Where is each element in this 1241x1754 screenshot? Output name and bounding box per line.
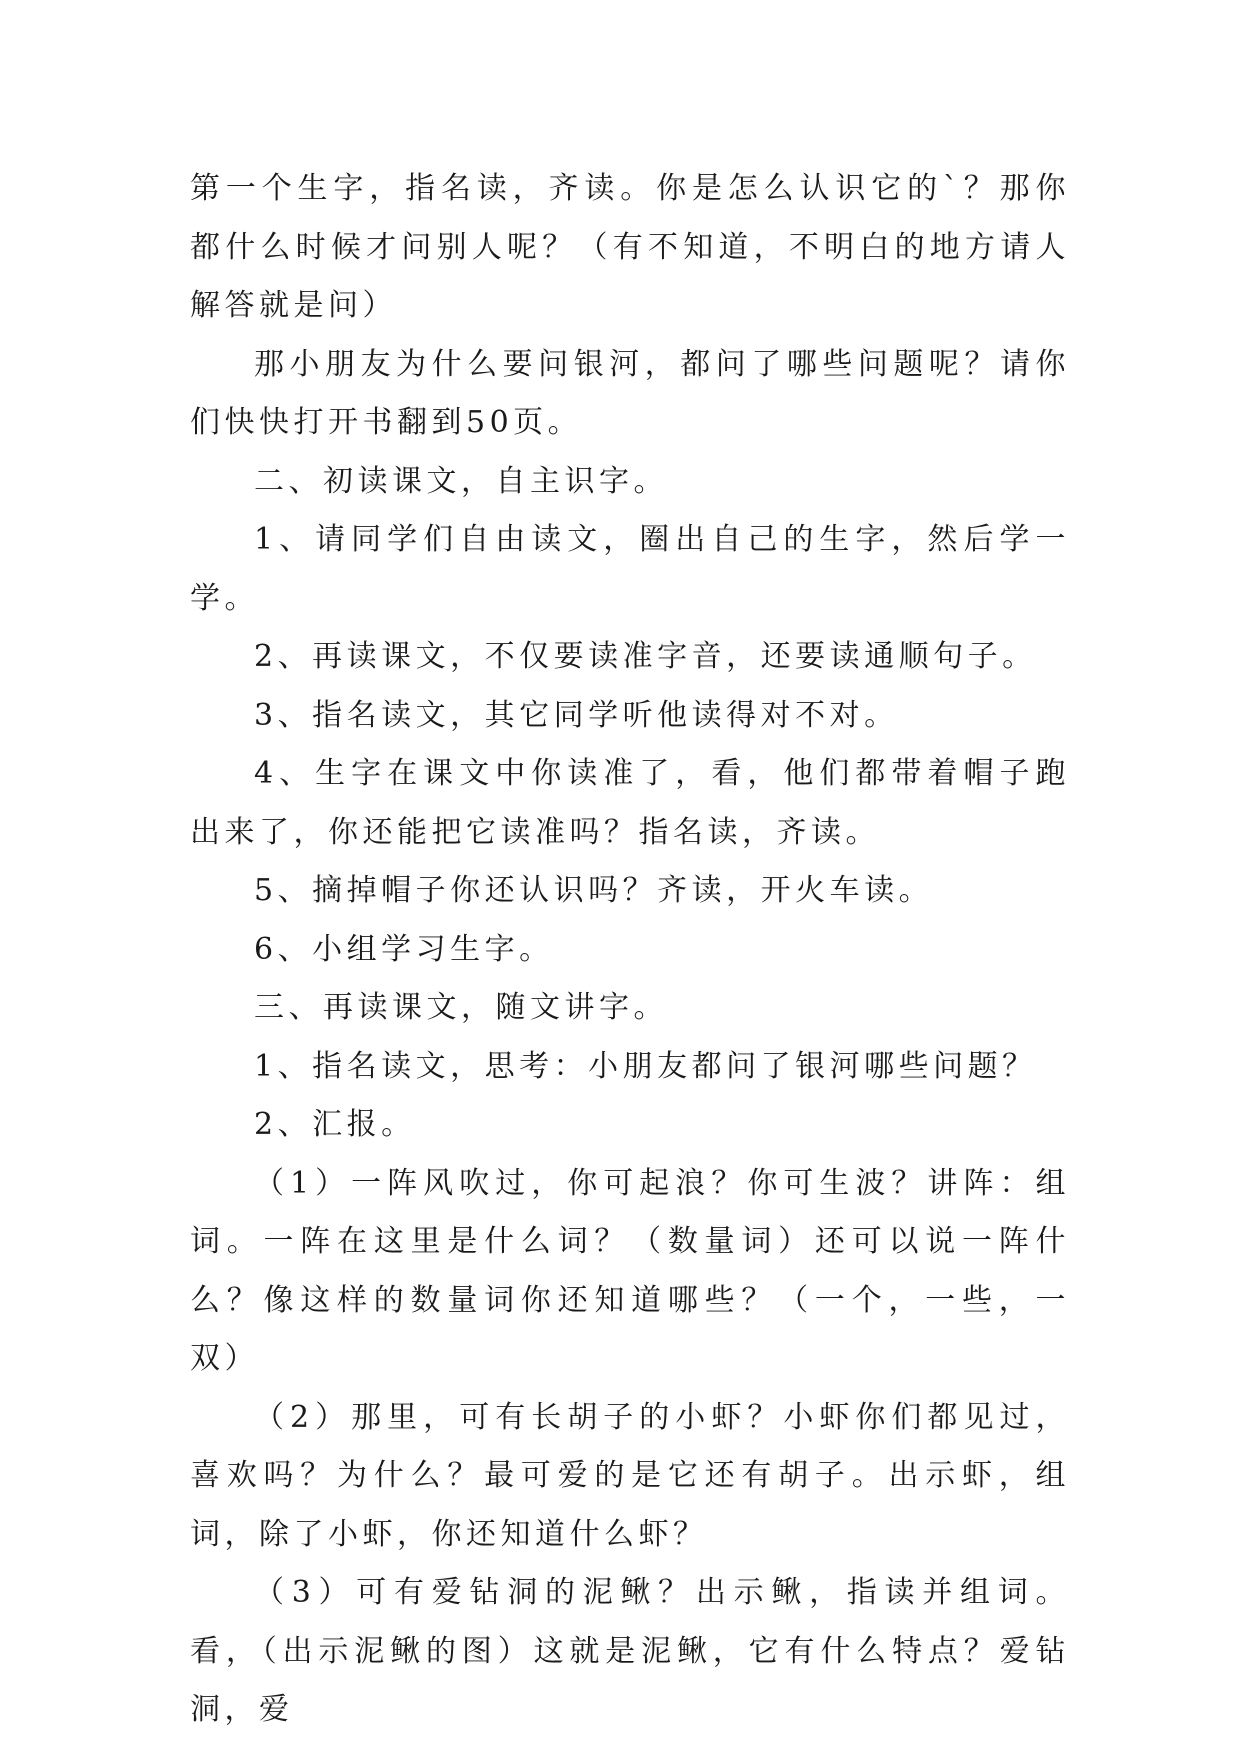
list-item-2-5: 5、摘掉帽子你还认识吗？齐读，开火车读。	[254, 873, 934, 908]
list-item-3-2: 2、汇报。	[254, 1107, 416, 1142]
sub-item-1: （1）一阵风吹过，你可起浪？你可生波？讲阵：组词。一阵在这里是什么词？（数量词）还可以说一阵什么？像这样的数量词你还知道哪些？（一个，一些，一双）	[190, 1165, 1070, 1376]
paragraph-1: 第一个生字，指名读，齐读。你是怎么认识它的`？那你都什么时候才问别人呢？（有不知道，不明白的地方请人解答就是问）	[190, 171, 1070, 323]
list-item-2-2: 2、再读课文，不仅要读准字音，还要读通顺句子。	[254, 639, 1037, 674]
sub-item-3: （3）可有爱钻洞的泥鳅？出示鳅，指读并组词。看，（出示泥鳅的图）这就是泥鳅，它有什么特点？爱钻洞，爱	[190, 1575, 1070, 1727]
list-item-2-4: 4、生字在课文中你读准了，看，他们都带着帽子跑出来了，你还能把它读准吗？指名读，齐读。	[190, 756, 1070, 850]
section-heading-2: 二、初读课文，自主识字。	[254, 463, 668, 499]
list-item-3-1: 1、指名读文，思考：小朋友都问了银河哪些问题？	[254, 1048, 1037, 1084]
list-item-2-6: 6、小组学习生字。	[254, 931, 554, 967]
list-item-2-1: 1、请同学们自由读文，圈出自己的生字，然后学一学。	[190, 522, 1070, 616]
sub-item-2: （2）那里，可有长胡子的小虾？小虾你们都见过，喜欢吗？为什么？最可爱的是它还有胡子。出示虾，组词，除了小虾，你还知道什么虾？	[190, 1399, 1070, 1552]
document-body	[190, 160, 1070, 1740]
list-item-2-3: 3、指名读文，其它同学听他读得对不对。	[254, 697, 899, 733]
paragraph-2: 那小朋友为什么要问银河，都问了哪些问题呢？请你们快快打开书翻到50页。	[190, 346, 1070, 440]
section-heading-3: 三、再读课文，随文讲字。	[254, 990, 668, 1025]
